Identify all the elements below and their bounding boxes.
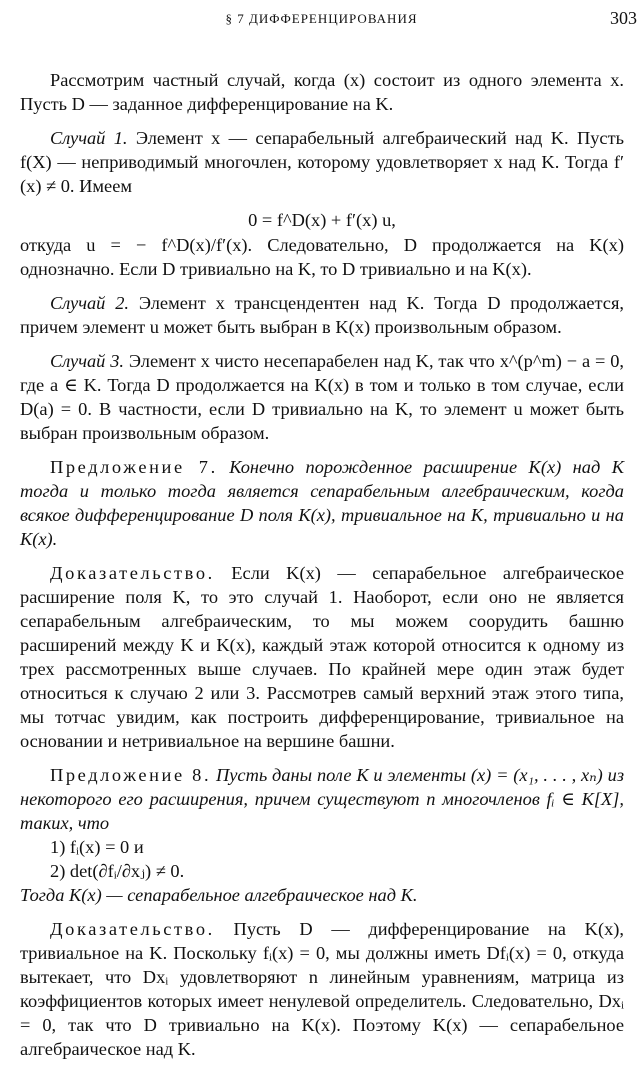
proposition-7-text: Конечно порожденное расширение K(x) над K тогда и только тогда является сепарабельным алгебраическим, когда всякое дифференцирование D поля K(x), тривиальное на K, тривиально и на K(x).	[20, 457, 624, 549]
case-3-text: Элемент x чисто несепарабелен над K, так что x^(p^m) − a = 0, где a ∈ K. Тогда D продолжается на K(x) в том и только в том случае, если D(a) = 0. В частности, если D тривиально на K, то элемент u может быть выбран произвольным образом.	[20, 351, 624, 443]
case-1-label: Случай 1.	[50, 128, 128, 148]
proof-8	[20, 917, 624, 1061]
case-1-conclusion: откуда u = − f^D(x)/f′(x). Следовательно, D продолжается на K(x) однозначно. Если D тривиально на K, то D тривиально и на K(x).	[20, 235, 624, 279]
chapter-title: § 7 ДИФФЕРЕНЦИРОВАНИЯ	[225, 11, 418, 26]
proof-7-label: Доказательство.	[50, 563, 215, 583]
proposition-8-condition-1: 1) fᵢ(x) = 0 и	[50, 837, 144, 857]
case-3-paragraph	[20, 349, 624, 445]
proof-7	[20, 561, 624, 753]
case-1-formula: 0 = f^D(x) + f′(x) u,	[248, 210, 396, 230]
running-header	[0, 8, 643, 30]
case-2-paragraph	[20, 291, 624, 339]
proposition-8	[20, 763, 624, 835]
case-1-text: Элемент x — сепарабельный алгебраический над K. Пусть f(X) — неприводимый многочлен, которому удовлетворяет x над K. Тогда f′(x) ≠ 0. Имеем	[20, 128, 625, 196]
proof-8-label: Доказательство.	[50, 919, 215, 939]
proposition-8-text: Пусть даны поле K и элементы (x) = (x₁, . . . , xₙ) из некоторого его расширения, причем существуют n многочленов fᵢ ∈ K[X], таких, что	[20, 765, 624, 833]
page-number: 303	[610, 8, 637, 28]
proof-7-text: Если K(x) — сепарабельное алгебраическое расширение поля K, то это случай 1. Наоборот, если оно не является сепарабельным алгебраическим, то мы можем соорудить башню расширений между K и K(x), каждый этаж которой относится к одному из трех рассмотренных выше случаев. По крайней мере один этаж будет относиться к случаю 2 или 3. Рассмотрев самый верхний этаж этого типа, мы тотчас увидим, как построить дифференцирование, тривиальное на основании и нетривиальное на вершине башни.	[20, 563, 624, 751]
proposition-8-label: Предложение 8.	[50, 765, 212, 785]
proof-8-text: Пусть D — дифференцирование на K(x), тривиальное на K. Поскольку fᵢ(x) = 0, мы должны иметь Dfᵢ(x) = 0, откуда вытекает, что Dxᵢ удовлетворяют n линейным уравнениям, матрица из коэффициентов которых имеет ненулевой определитель. Следовательно, Dxᵢ = 0, так что D тривиально на K(x). Поэтому K(x) — сепарабельное алгебраическое над K.	[20, 919, 624, 1059]
case-2-text: Элемент x трансцендентен над K. Тогда D продолжается, причем элемент u может быть выбран в K(x) произвольным образом.	[20, 293, 625, 337]
intro-paragraph: Рассмотрим частный случай, когда (x) состоит из одного элемента x. Пусть D — заданное дифференцирование на K.	[20, 70, 624, 114]
page-body	[20, 68, 624, 1071]
case-2-label: Случай 2.	[50, 293, 129, 313]
proposition-7	[20, 455, 624, 551]
case-3-label: Случай 3.	[50, 351, 125, 371]
proposition-8-conclusion: Тогда K(x) — сепарабельное алгебраическое над K.	[20, 885, 418, 905]
proposition-7-label: Предложение 7.	[50, 457, 218, 477]
proposition-8-condition-2: 2) det(∂fᵢ/∂xⱼ) ≠ 0.	[50, 861, 185, 881]
case-1-paragraph	[20, 126, 624, 198]
